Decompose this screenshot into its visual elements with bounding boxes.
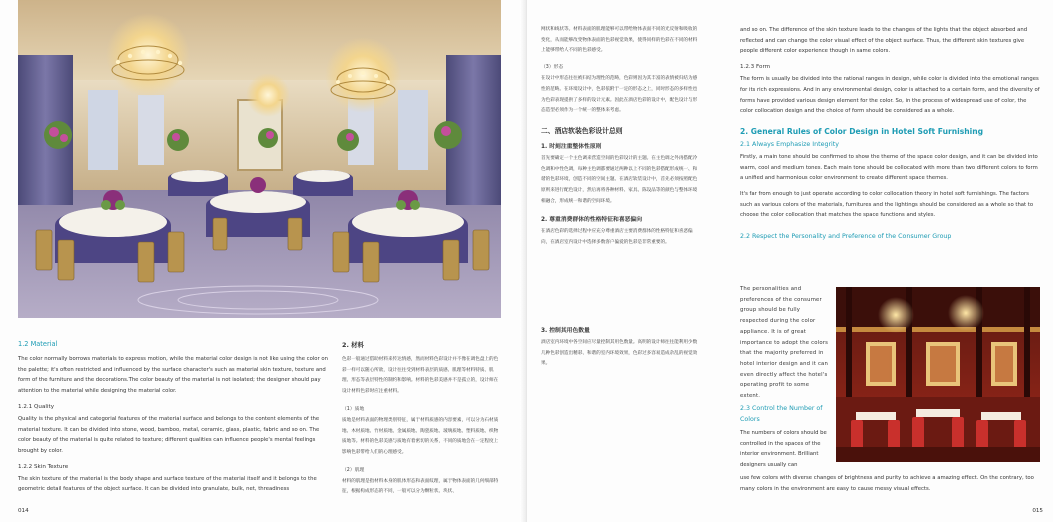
right-page (527, 0, 1053, 522)
ballroom-illustration (18, 0, 501, 318)
en-rule3-body-tail: use few colors with diverse changes of brightness and purity to achieve a amazing effect. On the contrary, too many colors in the environment are easy to cause messy visual effects. (740, 475, 1034, 492)
quality-heading-cn: （1）质地 (342, 406, 365, 412)
en-form-body: The form is usually be divided into the rational ranges in design, while color is divided into the emotional ranges for its rich expressions. And in any environmental design, color is attached to a certain form, and the diversity of forms have provided various design element for the color. So, in the process of widespread use of color, the color collocation design and the choice of form should be considered as a whole. (740, 76, 1040, 115)
en-form-heading: 1.2.3 Form (740, 64, 771, 71)
en-rule3-heading: 2.3 Control the Number of Colors (740, 405, 823, 423)
page-number-left: 014 (18, 508, 29, 514)
material-body-en: The color normally borrows materials to express motion, while the material color design is not like using the color on the palette; it's often restricted and influenced by the surface character's such as material skin texture, texture and form of the furniture and the decorations.The color beauty of the material is not isolated; the designer should pay attention to the material while designing the material color. (18, 356, 328, 395)
cn-rule1-heading: 1. 时刻注重整体性原则 (541, 143, 602, 150)
cn-rules-column (541, 25, 701, 370)
cn-rule2-heading: 2. 尊重消费群体的性格特征和喜恶偏向 (541, 217, 643, 224)
restaurant-photo (836, 287, 1040, 462)
en-top-body: and so on. The difference of the skin texture leads to the changes of the lights that the object absorbed and reflected and can change the color visual effect of the object surface. Thus, the different skin textures give people different color experience though in same colors. (740, 27, 1028, 55)
en-rule3-tail-block (740, 473, 1040, 494)
en-rule3-block (740, 403, 832, 471)
en-rule1-body: Firstly, a main tone should be confirmed to show the theme of the space color design, and it can be divided into warm, cool and medium tones. Each main tone should be collocated with more than two different colors to form a unified and harmonious color environment to create different space themes. (740, 153, 1038, 182)
skin-body-en: The skin texture of the material is the body shape and surface texture of the material itself and it belongs to the geometric detail features of the object surface. It can be divided into granulate, bulk, net, threadiness (18, 475, 317, 493)
cn-rule3-body: 酒店室内环境中各空间应尽量控制其用色数量。高明的设计师往往能利用少数几种色彩创造出精彩、和谐的室内环境效果，色彩过多容易造成杂乱的视觉效果。 (541, 339, 698, 367)
en-rule3-body-wrap: The numbers of colors should be controlled in the spaces of the interior environment. Brilliant designers usually can (740, 430, 827, 469)
en-material-column (18, 340, 330, 495)
en-rules-heading: 2. General Rules of Color Design in Hotel Soft Furnishing (740, 126, 984, 136)
en-rule2-heading: 2.2 Respect the Personality and Preference of the Consumer Group (740, 233, 952, 241)
material-body-cn: 色彩一般通过借助材料来传达情感，然而材料色彩设计并不像在调色盘上的色彩一样可以随心所欲，设计往往受到材料表层的质感、肌理等材料特质、肌理、形态等表层特性的制约和影响。材料的色彩美感并不是孤立的，设计师在设计材料色彩时应注重材料。 (342, 357, 499, 395)
cn-rule3-heading: 3. 控制其用色数量 (541, 327, 590, 334)
en-rule1-body2: It's far from enough to just operate according to color collocation theory in hotel soft furnishings. The factors such as various colors of the materials, furnitures and the lightings should be considered as a whole so that to choose the color collocation that matches the space functions and styles. (740, 191, 1034, 219)
cn-form-body: 在设计中形态往往被归结为理性的范畴，色彩则因为其丰富的表情被归结为感性的范畴。在环境设计中，色彩依附于一定的形态之上，同时形态的多样性也为色彩表现提供了多样的设计元素。因此在酒店色彩的设计中，配色设计与形态造型必须作为一个统一的整体来考虑。 (541, 76, 698, 114)
restaurant-illustration (836, 287, 1040, 462)
page-number-right: 015 (1032, 508, 1043, 514)
left-page (0, 0, 526, 522)
cn-form-heading: （3）形态 (541, 65, 564, 71)
material-heading-cn: 2. 材料 (342, 341, 364, 349)
cn-top-body: 网状和线状等。材料表面的肌理能够可以带给物体表面不同的光反射和吸收的变化，从而能够改变物体表面的色彩视觉效果，使得同样的色彩在不同的材料上能够带给人不同的色彩感受。 (541, 27, 698, 54)
material-heading-en: 1.2 Material (18, 340, 58, 348)
en-rule2-body: The personalities and preferences of the consumer group should be fully respected during the color appliance. It is of great importance to adopt the colors that the majority preferred in hotel interior design and it can even directly affect the hotel's operating profit to some extent. (740, 286, 829, 400)
ballroom-photo (18, 0, 501, 318)
en-rule1-heading: 2.1 Always Emphasize Integrity (740, 140, 839, 148)
skin-heading-en: 1.2.2 Skin Texture (18, 463, 69, 470)
en-rules-column (740, 25, 1040, 244)
cn-rules-heading: 二、酒店软装色彩设计总则 (541, 126, 623, 135)
en-rule2-body-block (740, 284, 830, 402)
cn-rule1-body: 首先要确定一个主色调来营造空间的色彩设计的主题。在主色调之外再搭配冷色调和中性色调，每种主色调都要通过两种以上不同的色彩搭配形成统一、和谐的色彩环境，创造不同的空间主题。在酒店软装设计中，首先必须按照配色原则来进行配色设计，然后再将各种材料、家具、陈设品等的颜色与整体环境相融合，形成统一和谐的空间环境。 (541, 155, 698, 204)
skin-heading-cn: （2）肌理 (342, 467, 365, 473)
quality-body-en: Quality is the physical and categorial features of the material surface and belongs to the content elements of the material texture. It can be divided into stone, wood, bamboo, metal, ceramic, glass, plastic, fabric and so on. The color beauty of the material is quite related to texture; different qualities can influence people's mental feelings brought by color. (18, 415, 320, 454)
quality-heading-en: 1.2.1 Quality (18, 403, 54, 410)
skin-body-cn: 材料的肌理是指材料本身的肌体形态和表面纹理，属于物体表面的几何细部特征，根据构成形态的不同，一般可以分为颗粒状、块状、 (342, 478, 499, 495)
cn-material-column (342, 340, 502, 498)
quality-body-cn: 质地是材料表面的物理类别特征，属于材料质感的内容要素，可以分为石材质地、木材质地、竹材质地、金属质地、陶瓷质地、玻璃质地、塑料质地、织物质地等。材料的色彩美感与质地有着密切的关系，不同的质地会在一定程度上影响色彩带给人们的心理感受。 (342, 417, 499, 455)
cn-rule2-body: 在酒店色彩的选择过程中应充分尊重酒店主要消费群体的性格特征和喜恶偏向，在酒店室内设计中选择多数客户偏爱的色彩是非常重要的。 (541, 229, 693, 246)
